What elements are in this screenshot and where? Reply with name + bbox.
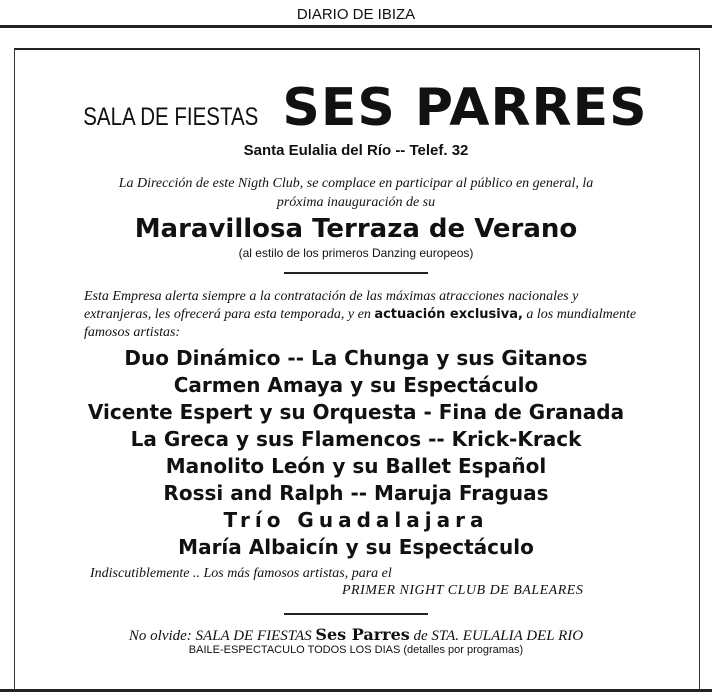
artist-list [0,345,712,561]
bottom-rule [0,689,712,692]
venue-address: Santa Eulalia del Río -- Telef. 32 [243,142,469,159]
divider [284,272,428,274]
venue-name: SES PARRES [282,78,648,138]
artist-line: María Albaicín y su Espectáculo [178,535,534,559]
para-bold: actuación exclusiva, [374,307,523,322]
reminder-name: Ses Parres [315,625,410,644]
closing-line-1: Indiscutiblemente .. Los más famosos artistas, para el [90,566,392,581]
masthead-rule [0,25,712,28]
intro-line-2: próxima inauguración de su [276,195,436,210]
divider [284,613,428,615]
intro-line-1: La Dirección de este Nigth Club, se complace en participar al público en general, la [118,176,594,191]
artist-line: Manolito León y su Ballet Español [165,454,547,478]
ad-title [0,78,712,138]
artist-line: Trío Guadalajara [223,508,489,532]
title-prefix: SALA DE FIESTAS [83,103,259,131]
para-text: Esta Empresa alerta siempre a la contratación de las máximas atracciones nacionales y extranjeras, les ofrecerá para esta temporada, y en [84,289,579,322]
newspaper-masthead: DIARIO DE IBIZA [296,6,416,23]
headline: Maravillosa Terraza de Verano [134,214,578,244]
closing-line-2: PRIMER NIGHT CLUB DE BALEARES [342,583,584,598]
artist-line: Duo Dinámico -- La Chunga y sus Gitanos [124,346,588,370]
reminder-prefix: No olvide: SALA DE FIESTAS [128,628,312,644]
announcement-paragraph [84,288,644,342]
artist-line: Vicente Espert y su Orquesta - Fina de Granada [87,400,625,424]
reminder-line [0,625,712,645]
artist-line: La Greca y sus Flamencos -- Krick-Krack [130,427,582,451]
reminder-suffix: de STA. EULALIA DEL RIO [413,628,584,644]
artist-line: Rossi and Ralph -- Maruja Fraguas [163,481,549,505]
para-end: a los mundialmente famosos artistas: [84,307,637,340]
artist-line: Carmen Amaya y su Espectáculo [173,373,539,397]
footer-line: BAILE-ESPECTACULO TODOS LOS DIAS (detalles por programas) [188,644,524,656]
headline-note: (al estilo de los primeros Danzing europeos) [238,246,474,260]
